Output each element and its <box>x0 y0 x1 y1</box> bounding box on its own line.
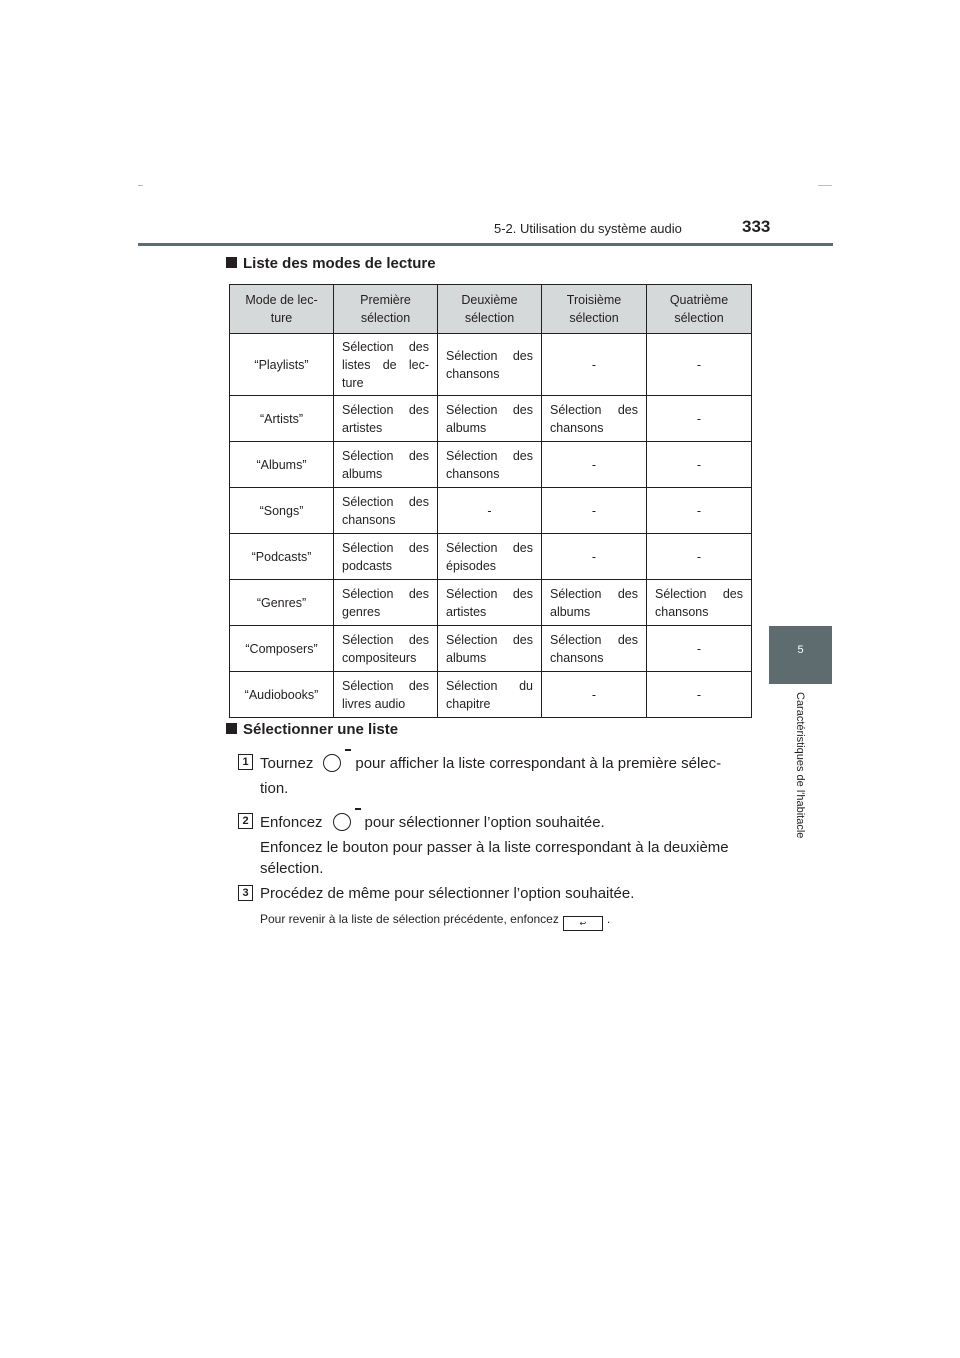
table-cell: - <box>647 534 752 580</box>
table-header-cell: Deuxième sélection <box>438 285 542 334</box>
table-cell: Sélection des épisodes <box>438 534 542 580</box>
table-row <box>230 626 752 672</box>
chapter-number: 5 <box>797 644 804 656</box>
step-1-after: pour afficher la liste correspondant à la première sélec- <box>355 755 722 772</box>
bullet-square-icon <box>226 723 237 734</box>
step-number-3: 3 <box>238 885 253 901</box>
table-cell: “Podcasts” <box>230 534 334 580</box>
step-2-after: pour sélectionner l’option souhaitée. <box>364 814 605 831</box>
table-header-row <box>230 285 752 334</box>
table-cell: Sélection des chansons <box>542 626 647 672</box>
step-2-line3: sélection. <box>260 860 324 877</box>
table-row <box>230 488 752 534</box>
table-cell: “Audiobooks” <box>230 672 334 718</box>
crop-mark-left <box>138 185 143 186</box>
tune-knob-icon <box>333 813 351 831</box>
table-cell: “Songs” <box>230 488 334 534</box>
table-row <box>230 442 752 488</box>
table-cell: “Composers” <box>230 626 334 672</box>
crop-mark-right <box>818 185 832 186</box>
table-cell: Sélection des albums <box>542 580 647 626</box>
table-cell: Sélection du chapitre <box>438 672 542 718</box>
table-cell: - <box>542 334 647 396</box>
table-row <box>230 334 752 396</box>
table-cell: Sélection des chansons <box>334 488 438 534</box>
table-header-cell: Mode de lec-ture <box>230 285 334 334</box>
table-row <box>230 534 752 580</box>
section-heading-modes <box>226 255 436 272</box>
tune-knob-icon <box>323 754 341 772</box>
step-1-cont: tion. <box>260 780 289 797</box>
step-2-line2: Enfoncez le bouton pour passer à la liste correspondant à la deuxième <box>260 839 729 856</box>
table-cell: Sélection des chansons <box>542 396 647 442</box>
table-cell: - <box>542 488 647 534</box>
table-cell: Sélection des albums <box>438 626 542 672</box>
table-cell: - <box>647 488 752 534</box>
step-3-line: Procédez de même pour sélectionner l’option souhaitée. <box>260 885 635 902</box>
back-button-icon: ↩ <box>563 916 603 931</box>
table-cell: - <box>542 442 647 488</box>
step-number-1: 1 <box>238 754 253 770</box>
table-row <box>230 580 752 626</box>
table-cell: - <box>542 672 647 718</box>
table-cell: Sélection des albums <box>438 396 542 442</box>
step-2-before: Enfoncez <box>260 814 323 831</box>
section-heading-select-text: Sélectionner une liste <box>243 721 399 738</box>
note-after: . <box>606 912 611 926</box>
section-header: 5-2. Utilisation du système audio <box>494 221 682 236</box>
table-cell: - <box>647 672 752 718</box>
table-cell: Sélection des chansons <box>647 580 752 626</box>
table-cell: Sélection des podcasts <box>334 534 438 580</box>
bullet-square-icon <box>226 257 237 268</box>
note-text <box>260 912 610 931</box>
table-cell: Sélection des chansons <box>438 334 542 396</box>
table-header-cell: Première sélection <box>334 285 438 334</box>
table-cell: “Artists” <box>230 396 334 442</box>
step-number-2: 2 <box>238 813 253 829</box>
table-cell: Sélection des artistes <box>438 580 542 626</box>
chapter-tab <box>769 626 832 684</box>
table-header-cell: Quatrième sélection <box>647 285 752 334</box>
table-cell: Sélection des artistes <box>334 396 438 442</box>
table-cell: - <box>647 442 752 488</box>
header-rule <box>138 243 833 246</box>
table-row <box>230 396 752 442</box>
table-cell: “Albums” <box>230 442 334 488</box>
playback-modes-table <box>229 284 752 718</box>
table-cell: - <box>647 334 752 396</box>
table-header-cell: Troisième sélection <box>542 285 647 334</box>
section-heading-modes-text: Liste des modes de lecture <box>243 255 436 272</box>
chapter-title: Caractéristiques de l'habitacle <box>794 692 806 839</box>
page-number: 333 <box>742 217 771 236</box>
table-cell: Sélection des listes de lec-ture <box>334 334 438 396</box>
table-cell: “Playlists” <box>230 334 334 396</box>
note-before: Pour revenir à la liste de sélection précédente, enfoncez <box>260 912 559 926</box>
step-1-before: Tournez <box>260 755 314 772</box>
table-cell: - <box>438 488 542 534</box>
table-cell: - <box>647 626 752 672</box>
table-cell: - <box>542 534 647 580</box>
table-cell: Sélection des genres <box>334 580 438 626</box>
table-cell: - <box>647 396 752 442</box>
table-cell: “Genres” <box>230 580 334 626</box>
table-cell: Sélection des compositeurs <box>334 626 438 672</box>
section-heading-select <box>226 721 398 738</box>
step-2-line <box>260 813 605 831</box>
table-row <box>230 672 752 718</box>
table-cell: Sélection des albums <box>334 442 438 488</box>
table-cell: Sélection des chansons <box>438 442 542 488</box>
step-1-line <box>260 754 721 772</box>
table-cell: Sélection des livres audio <box>334 672 438 718</box>
